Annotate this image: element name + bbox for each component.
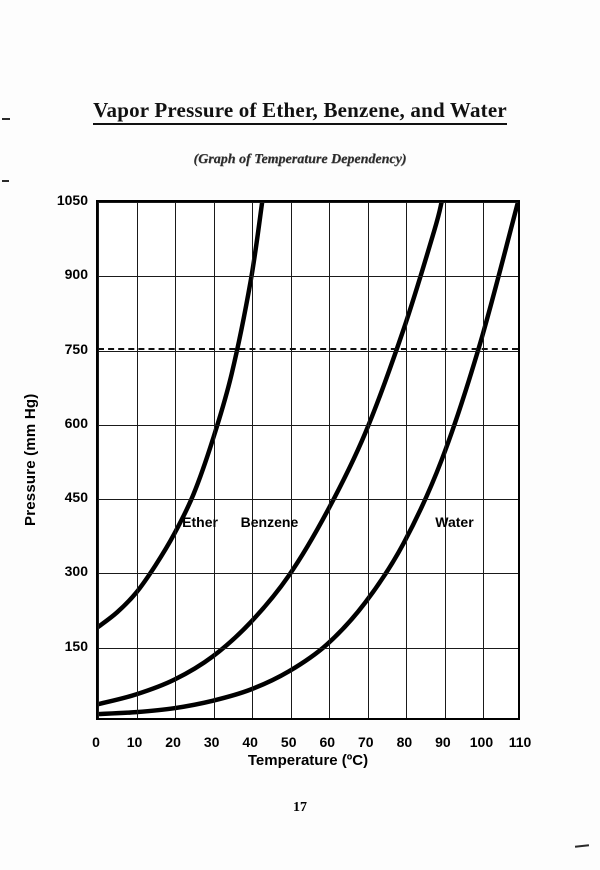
curve-water bbox=[98, 202, 518, 714]
gridline-horizontal bbox=[98, 425, 518, 426]
x-axis-tick-label: 60 bbox=[319, 734, 336, 750]
x-axis-tick-label: 110 bbox=[508, 734, 532, 750]
page-title bbox=[0, 98, 600, 123]
gridline-vertical bbox=[137, 202, 138, 718]
x-axis-tick-label: 90 bbox=[435, 734, 451, 750]
gridline-vertical bbox=[98, 202, 99, 718]
gridline-vertical bbox=[445, 202, 446, 718]
gridline-vertical bbox=[368, 202, 369, 718]
scan-artifact-mark bbox=[2, 180, 9, 182]
y-axis-tick-label: 750 bbox=[64, 340, 88, 357]
y-axis-tick-label: 1050 bbox=[56, 192, 88, 208]
gridline-vertical bbox=[329, 202, 330, 718]
x-axis-tick-label: 20 bbox=[165, 734, 181, 750]
series-label-water: Water bbox=[435, 513, 474, 530]
gridline-horizontal bbox=[98, 202, 518, 203]
gridline-horizontal bbox=[98, 351, 518, 352]
y-axis-tick-label: 150 bbox=[64, 637, 88, 654]
page-number: 17 bbox=[293, 800, 307, 815]
gridline-horizontal bbox=[98, 573, 518, 574]
gridline-vertical bbox=[483, 202, 484, 718]
page-title-text: Vapor Pressure of Ether, Benzene, and Water bbox=[93, 98, 507, 125]
gridline-horizontal bbox=[98, 276, 518, 277]
x-axis-tick-label: 80 bbox=[396, 734, 413, 750]
curves-layer bbox=[98, 202, 518, 718]
x-axis-tick-label: 40 bbox=[242, 734, 258, 750]
y-axis-tick-label: 300 bbox=[64, 563, 88, 580]
x-axis-tick-label: 70 bbox=[358, 734, 374, 750]
x-axis-tick-label: 0 bbox=[92, 734, 100, 750]
x-axis-tick-label: 30 bbox=[203, 734, 220, 750]
series-label-benzene: Benzene bbox=[240, 513, 299, 530]
page-subtitle: (Graph of Temperature Dependency) bbox=[193, 152, 407, 167]
y-axis-title: Pressure (mm Hg) bbox=[22, 393, 39, 527]
x-axis-tick-label: 50 bbox=[280, 734, 297, 750]
gridline-vertical bbox=[252, 202, 253, 718]
plot-frame bbox=[96, 200, 520, 720]
gridline-vertical bbox=[175, 202, 176, 718]
curve-ether bbox=[98, 202, 262, 627]
series-label-ether: Ether bbox=[182, 513, 218, 530]
curve-benzene bbox=[98, 202, 442, 704]
scan-artifact-mark bbox=[575, 844, 589, 847]
y-axis-tick-label: 450 bbox=[64, 489, 88, 506]
x-axis-title: Temperature (ºC) bbox=[247, 752, 369, 769]
gridline-vertical bbox=[291, 202, 292, 718]
gridline-horizontal bbox=[98, 499, 518, 500]
gridline-vertical bbox=[406, 202, 407, 718]
x-axis-tick-label: 100 bbox=[469, 734, 494, 750]
reference-line-atmospheric bbox=[98, 348, 518, 350]
y-axis-tick-label: 900 bbox=[64, 266, 88, 283]
gridline-vertical bbox=[214, 202, 215, 718]
y-axis-tick-label: 600 bbox=[64, 414, 88, 431]
x-axis-tick-label: 10 bbox=[126, 734, 143, 750]
chart-area bbox=[56, 192, 532, 750]
gridline-horizontal bbox=[98, 648, 518, 649]
